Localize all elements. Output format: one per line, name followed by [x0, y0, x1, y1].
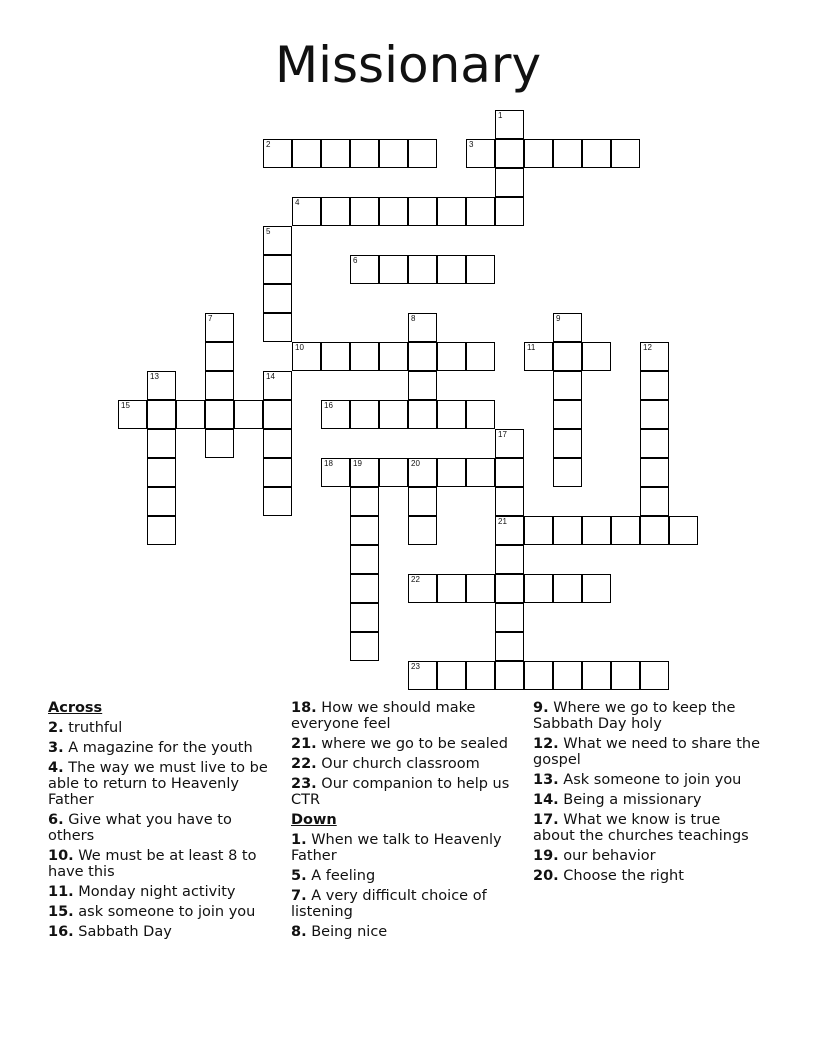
clue-item: [291, 924, 521, 940]
clue-item: [291, 888, 521, 920]
grid-cell[interactable]: [350, 458, 379, 487]
grid-cell[interactable]: [582, 574, 611, 603]
grid-cell[interactable]: [611, 139, 640, 168]
down-clue-list-continued: [533, 700, 763, 884]
grid-cell[interactable]: [524, 574, 553, 603]
clue-item: [291, 700, 521, 732]
grid-cell[interactable]: [205, 342, 234, 371]
grid-cell[interactable]: [466, 574, 495, 603]
grid-cell[interactable]: [524, 661, 553, 690]
clue-number-label: 18.: [291, 700, 317, 716]
grid-cell[interactable]: [292, 139, 321, 168]
clue-text: ask someone to join you: [78, 904, 256, 920]
down-clue-list: [291, 832, 521, 940]
clue-text: truthful: [68, 720, 123, 736]
clue-number: 20: [411, 459, 420, 468]
grid-cell[interactable]: [553, 139, 582, 168]
clue-number: 22: [411, 575, 420, 584]
grid-cell[interactable]: [611, 661, 640, 690]
grid-cell[interactable]: [640, 661, 669, 690]
grid-cell[interactable]: [553, 516, 582, 545]
clue-number: 2: [266, 140, 271, 149]
grid-cell[interactable]: [263, 371, 292, 400]
clue-text: When we talk to Heavenly Father: [291, 832, 502, 864]
grid-cell[interactable]: [495, 545, 524, 574]
grid-cell[interactable]: [466, 255, 495, 284]
grid-cell[interactable]: [495, 168, 524, 197]
grid-cell[interactable]: [495, 458, 524, 487]
grid-cell[interactable]: [466, 139, 495, 168]
clue-number-label: 8.: [291, 924, 307, 940]
grid-cell[interactable]: [466, 400, 495, 429]
grid-cell[interactable]: [553, 313, 582, 342]
clue-item: [533, 772, 763, 788]
grid-cell[interactable]: [553, 661, 582, 690]
grid-cell[interactable]: [640, 487, 669, 516]
grid-cell[interactable]: [408, 313, 437, 342]
clue-item: [533, 700, 763, 732]
grid-cell[interactable]: [147, 516, 176, 545]
grid-cell[interactable]: [147, 371, 176, 400]
clue-number: 9: [556, 314, 561, 323]
grid-cell[interactable]: [640, 516, 669, 545]
clue-item: [48, 720, 278, 736]
grid-cell[interactable]: [350, 197, 379, 226]
clue-item: [48, 812, 278, 844]
clue-text: A feeling: [311, 868, 376, 884]
clue-number-label: 1.: [291, 832, 307, 848]
clue-number: 8: [411, 314, 416, 323]
across-heading: Across: [48, 700, 103, 716]
grid-cell[interactable]: [321, 197, 350, 226]
clue-number-label: 20.: [533, 868, 559, 884]
grid-cell[interactable]: [263, 313, 292, 342]
clue-item: [48, 740, 278, 756]
grid-cell[interactable]: [437, 197, 466, 226]
clue-number-label: 14.: [533, 792, 559, 808]
grid-cell[interactable]: [379, 197, 408, 226]
grid-cell[interactable]: [147, 400, 176, 429]
grid-cell[interactable]: [205, 313, 234, 342]
clue-number-label: 16.: [48, 924, 74, 940]
clue-text: Monday night activity: [78, 884, 236, 900]
clue-number-label: 11.: [48, 884, 74, 900]
grid-cell[interactable]: [234, 400, 263, 429]
grid-cell[interactable]: [292, 197, 321, 226]
clue-number-label: 6.: [48, 812, 64, 828]
grid-cell[interactable]: [495, 139, 524, 168]
grid-cell[interactable]: [379, 400, 408, 429]
grid-cell[interactable]: [350, 516, 379, 545]
grid-cell[interactable]: [263, 487, 292, 516]
grid-cell[interactable]: [553, 429, 582, 458]
grid-cell[interactable]: [437, 342, 466, 371]
clue-text: Being a missionary: [563, 792, 702, 808]
grid-cell[interactable]: [553, 342, 582, 371]
clue-number: 10: [295, 343, 304, 352]
clue-text: Being nice: [311, 924, 388, 940]
grid-cell[interactable]: [350, 574, 379, 603]
grid-cell[interactable]: [408, 458, 437, 487]
clue-text: Sabbath Day: [78, 924, 172, 940]
grid-cell[interactable]: [321, 400, 350, 429]
grid-cell[interactable]: [263, 226, 292, 255]
clue-text: We must be at least 8 to have this: [48, 848, 257, 880]
grid-cell[interactable]: [466, 661, 495, 690]
clue-item: [48, 924, 278, 940]
grid-cell[interactable]: [582, 342, 611, 371]
grid-cell[interactable]: [118, 400, 147, 429]
grid-cell[interactable]: [495, 574, 524, 603]
clue-number: 7: [208, 314, 213, 323]
grid-cell[interactable]: [263, 458, 292, 487]
grid-cell[interactable]: [640, 371, 669, 400]
grid-cell[interactable]: [466, 458, 495, 487]
grid-cell[interactable]: [466, 342, 495, 371]
clue-number: 1: [498, 111, 503, 120]
clue-item: [533, 736, 763, 768]
clues-column-3: [533, 700, 763, 888]
clue-item: [48, 904, 278, 920]
grid-cell[interactable]: [350, 342, 379, 371]
grid-cell[interactable]: [611, 516, 640, 545]
clue-number: 15: [121, 401, 130, 410]
grid-cell[interactable]: [408, 371, 437, 400]
clues-column-2: [291, 700, 521, 944]
clue-text: What we know is true about the churches teachings: [533, 812, 749, 844]
clue-number-label: 3.: [48, 740, 64, 756]
grid-cell[interactable]: [553, 574, 582, 603]
grid-cell[interactable]: [379, 458, 408, 487]
grid-cell[interactable]: [350, 139, 379, 168]
clue-item: [48, 760, 278, 808]
clue-number: 5: [266, 227, 271, 236]
grid-cell[interactable]: [582, 139, 611, 168]
grid-cell[interactable]: [437, 255, 466, 284]
clue-number-label: 4.: [48, 760, 64, 776]
clue-text: where we go to be sealed: [321, 736, 508, 752]
clue-text: The way we must live to be able to return to Heavenly Father: [48, 760, 268, 808]
clue-number: 3: [469, 140, 474, 149]
grid-cell[interactable]: [437, 574, 466, 603]
clue-text: Our church classroom: [321, 756, 480, 772]
grid-cell[interactable]: [495, 110, 524, 139]
clue-item: [533, 868, 763, 884]
clue-number: 11: [527, 343, 536, 352]
grid-cell[interactable]: [176, 400, 205, 429]
clue-number-label: 5.: [291, 868, 307, 884]
grid-cell[interactable]: [379, 139, 408, 168]
grid-cell[interactable]: [640, 400, 669, 429]
grid-cell[interactable]: [205, 371, 234, 400]
down-heading: Down: [291, 812, 337, 828]
grid-cell[interactable]: [524, 342, 553, 371]
grid-cell[interactable]: [582, 516, 611, 545]
clue-item: [291, 776, 521, 808]
grid-cell[interactable]: [350, 545, 379, 574]
clue-number-label: 10.: [48, 848, 74, 864]
clue-text: our behavior: [563, 848, 656, 864]
grid-cell[interactable]: [524, 139, 553, 168]
grid-cell[interactable]: [553, 458, 582, 487]
grid-cell[interactable]: [495, 429, 524, 458]
clue-number: 17: [498, 430, 507, 439]
clue-number: 13: [150, 372, 159, 381]
across-clue-list-continued: [291, 700, 521, 808]
grid-cell[interactable]: [147, 487, 176, 516]
page-title: Missionary: [274, 36, 542, 94]
clue-number: 21: [498, 517, 507, 526]
clue-text: What we need to share the gospel: [533, 736, 761, 768]
clue-number: 12: [643, 343, 652, 352]
grid-cell[interactable]: [408, 661, 437, 690]
grid-cell[interactable]: [553, 400, 582, 429]
grid-cell[interactable]: [350, 255, 379, 284]
grid-cell[interactable]: [640, 429, 669, 458]
grid-cell[interactable]: [205, 429, 234, 458]
clue-number-label: 2.: [48, 720, 64, 736]
grid-cell[interactable]: [350, 603, 379, 632]
grid-cell[interactable]: [263, 284, 292, 313]
grid-cell[interactable]: [263, 255, 292, 284]
clue-text: Choose the right: [563, 868, 684, 884]
grid-cell[interactable]: [640, 342, 669, 371]
clue-text: A magazine for the youth: [68, 740, 253, 756]
grid-cell[interactable]: [321, 458, 350, 487]
clue-number-label: 19.: [533, 848, 559, 864]
clue-number: 6: [353, 256, 358, 265]
grid-cell[interactable]: [321, 342, 350, 371]
grid-cell[interactable]: [408, 255, 437, 284]
grid-cell[interactable]: [408, 487, 437, 516]
clue-item: [291, 832, 521, 864]
clues-column-1: [48, 700, 278, 944]
grid-cell[interactable]: [147, 458, 176, 487]
clue-number: 18: [324, 459, 333, 468]
clue-number-label: 7.: [291, 888, 307, 904]
grid-cell[interactable]: [553, 371, 582, 400]
grid-cell[interactable]: [147, 429, 176, 458]
grid-cell[interactable]: [495, 516, 524, 545]
grid-cell[interactable]: [495, 487, 524, 516]
grid-cell[interactable]: [292, 342, 321, 371]
grid-cell[interactable]: [437, 400, 466, 429]
clue-item: [533, 792, 763, 808]
clue-number-label: 17.: [533, 812, 559, 828]
clue-text: Where we go to keep the Sabbath Day holy: [533, 700, 736, 732]
grid-cell[interactable]: [408, 342, 437, 371]
clue-number-label: 23.: [291, 776, 317, 792]
clue-text: Ask someone to join you: [563, 772, 742, 788]
clue-number-label: 13.: [533, 772, 559, 788]
across-clue-list: [48, 720, 278, 940]
clue-text: Give what you have to others: [48, 812, 232, 844]
clue-item: [291, 756, 521, 772]
clue-item: [291, 736, 521, 752]
grid-cell[interactable]: [350, 487, 379, 516]
clue-item: [533, 848, 763, 864]
grid-cell[interactable]: [495, 632, 524, 661]
grid-cell[interactable]: [466, 197, 495, 226]
grid-cell[interactable]: [408, 197, 437, 226]
grid-cell[interactable]: [408, 139, 437, 168]
grid-cell[interactable]: [669, 516, 698, 545]
grid-cell[interactable]: [263, 400, 292, 429]
grid-cell[interactable]: [495, 197, 524, 226]
grid-cell[interactable]: [263, 429, 292, 458]
clue-text: How we should make everyone feel: [291, 700, 476, 732]
grid-cell[interactable]: [495, 661, 524, 690]
clue-item: [48, 884, 278, 900]
clue-number-label: 22.: [291, 756, 317, 772]
clue-item: [291, 868, 521, 884]
clue-number: 23: [411, 662, 420, 671]
clue-item: [533, 812, 763, 844]
clue-number-label: 12.: [533, 736, 559, 752]
grid-cell[interactable]: [321, 139, 350, 168]
grid-cell[interactable]: [379, 342, 408, 371]
grid-cell[interactable]: [205, 400, 234, 429]
clue-text: Our companion to help us CTR: [291, 776, 510, 808]
grid-cell[interactable]: [495, 603, 524, 632]
grid-cell[interactable]: [379, 255, 408, 284]
clue-number: 14: [266, 372, 275, 381]
grid-cell[interactable]: [350, 400, 379, 429]
grid-cell[interactable]: [408, 574, 437, 603]
clue-number-label: 9.: [533, 700, 549, 716]
grid-cell[interactable]: [524, 516, 553, 545]
grid-cell[interactable]: [408, 516, 437, 545]
grid-cell[interactable]: [437, 661, 466, 690]
clue-number-label: 21.: [291, 736, 317, 752]
grid-cell[interactable]: [263, 139, 292, 168]
grid-cell[interactable]: [582, 661, 611, 690]
clue-text: A very difficult choice of listening: [291, 888, 487, 920]
clue-number: 19: [353, 459, 362, 468]
grid-cell[interactable]: [437, 458, 466, 487]
grid-cell[interactable]: [408, 400, 437, 429]
clue-number: 16: [324, 401, 333, 410]
clue-item: [48, 848, 278, 880]
clue-number: 4: [295, 198, 300, 207]
clue-number-label: 15.: [48, 904, 74, 920]
grid-cell[interactable]: [640, 458, 669, 487]
grid-cell[interactable]: [350, 632, 379, 661]
